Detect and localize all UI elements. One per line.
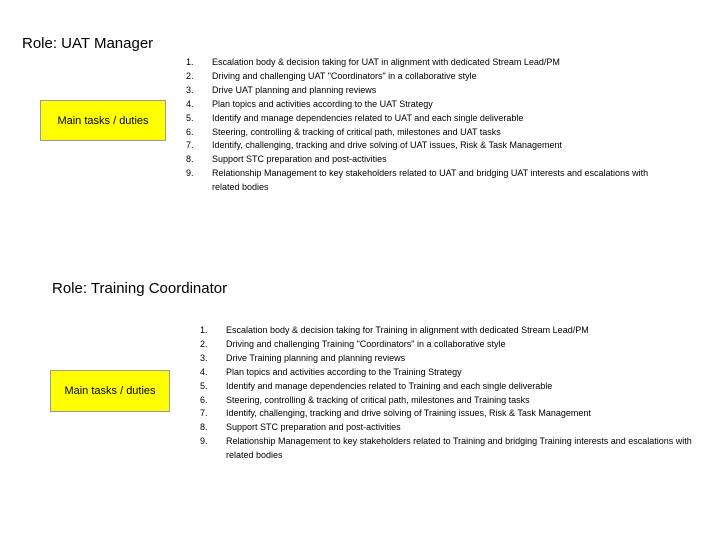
- list-item: [200, 366, 715, 380]
- list-item-number: 1.: [186, 57, 194, 67]
- list-item-text: Identify, challenging, tracking and drive solving of Training issues, Risk & Task Management: [226, 408, 591, 419]
- list-item-number: 7.: [186, 140, 194, 151]
- list-item: [200, 435, 715, 463]
- list-item-text: Support STC preparation and post-activities: [212, 154, 387, 165]
- list-item: [186, 98, 656, 112]
- list-item-number: 7.: [200, 408, 208, 419]
- duties-list-training-coordinator: [200, 324, 715, 463]
- list-item: [200, 394, 715, 408]
- list-item-text: Escalation body & decision taking for UAT in alignment with dedicated Stream Lead/PM: [212, 57, 560, 67]
- role-title-training-coordinator: Role: Training Coordinator: [52, 280, 228, 297]
- list-item: [200, 324, 715, 338]
- list-item-text: Steering, controlling & tracking of critical path, milestones and UAT tasks: [212, 126, 501, 137]
- list-item-number: 8.: [186, 154, 194, 165]
- main-tasks-tag: Main tasks / duties: [50, 370, 170, 412]
- list-item-number: 6.: [200, 394, 208, 405]
- list-item: [200, 380, 715, 394]
- list-item-number: 3.: [200, 352, 208, 363]
- list-item: [186, 84, 656, 98]
- list-item: [200, 421, 715, 435]
- list-item: [186, 167, 656, 195]
- list-item-text: Relationship Management to key stakeholders related to UAT and bridging UAT interests and escalations with related bodies: [212, 168, 649, 193]
- list-item: [200, 352, 715, 366]
- list-item: [200, 338, 715, 352]
- list-item-text: Escalation body & decision taking for Training in alignment with dedicated Stream Lead/PM: [226, 325, 589, 335]
- list-item: [186, 56, 656, 70]
- list-item-number: 1.: [200, 325, 208, 335]
- list-item-text: Driving and challenging UAT "Coordinators" in a collaborative style: [212, 70, 477, 81]
- list-item-number: 9.: [200, 436, 208, 447]
- list-item-text: Support STC preparation and post-activities: [226, 422, 401, 433]
- list-item: [200, 407, 715, 421]
- role-title-uat-manager: Role: UAT Manager: [22, 35, 154, 52]
- list-item-number: 6.: [186, 126, 194, 137]
- list-item-number: 5.: [200, 380, 208, 391]
- list-item-number: 5.: [186, 112, 194, 123]
- list-item-text: Plan topics and activities according to the UAT Strategy: [212, 98, 433, 109]
- main-tasks-tag: Main tasks / duties: [40, 100, 166, 141]
- list-item-text: Identify, challenging, tracking and drive solving of UAT issues, Risk & Task Management: [212, 140, 563, 151]
- duties-list-uat-manager: [186, 56, 656, 195]
- list-item-number: 4.: [186, 98, 194, 109]
- list-item-number: 9.: [186, 168, 194, 179]
- list-item-text: Relationship Management to key stakeholders related to Training and bridging Training interests and escalations with related bodies: [226, 436, 692, 461]
- list-item-text: Steering, controlling & tracking of critical path, milestones and Training tasks: [226, 394, 530, 405]
- list-item-number: 3.: [186, 84, 194, 95]
- list-item-text: Drive UAT planning and planning reviews: [212, 84, 377, 95]
- list-item: [186, 70, 656, 84]
- list-item-number: 8.: [200, 422, 208, 433]
- list-item-number: 4.: [200, 366, 208, 377]
- list-item-text: Driving and challenging Training "Coordinators" in a collaborative style: [226, 338, 506, 349]
- list-item: [186, 153, 656, 167]
- list-item: [186, 112, 656, 126]
- list-item-text: Drive Training planning and planning reviews: [226, 352, 406, 363]
- list-item: [186, 126, 656, 140]
- list-item-number: 2.: [200, 338, 208, 349]
- list-item-text: Identify and manage dependencies related to UAT and each single deliverable: [212, 112, 524, 123]
- list-item-text: Plan topics and activities according to the Training Strategy: [226, 366, 462, 377]
- list-item-text: Identify and manage dependencies related to Training and each single deliverable: [226, 380, 553, 391]
- list-item: [186, 139, 656, 153]
- list-item-number: 2.: [186, 70, 194, 81]
